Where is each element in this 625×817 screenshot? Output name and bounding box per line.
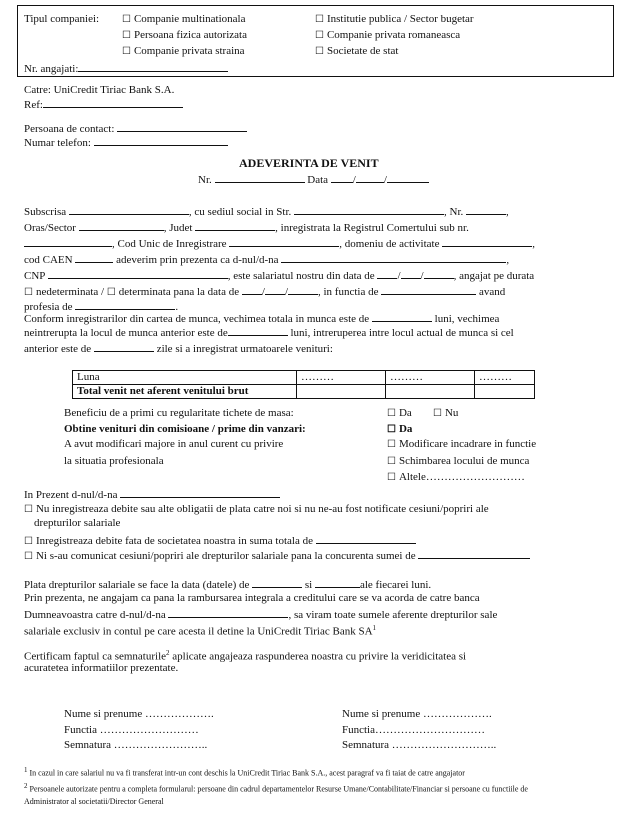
option-romanian-private[interactable]: ☐ Companie privata romaneasca [315, 29, 460, 42]
body-line-5: CNP , este salariatul nostru din data de / / , angajat pe durata [24, 270, 535, 282]
county-field[interactable] [195, 220, 275, 231]
signer-left-name[interactable]: Nume si prenume ………………. [64, 708, 214, 720]
company-type-label: Tipul companiei: [24, 13, 100, 25]
option-foreign-private[interactable]: ☐ Companie privata straina [122, 45, 245, 58]
street-number-field[interactable] [466, 204, 506, 215]
certify-line-1: Certificam faptul ca semnaturile$^2$ aplicate angajeaza raspunderea noastra cu privire la veridicitatea si [24, 649, 467, 663]
payment-line-1: Plata drepturilor salariale se face la data (datele) de si ale fiecarei luni. [24, 579, 432, 591]
date-year-field[interactable] [387, 172, 429, 183]
meal-tickets-question: Beneficiu de a primi cu regularitate tichete de masa: [64, 407, 294, 419]
signer-right-signature[interactable]: Semnatura ……………………….. [342, 739, 497, 751]
payday-2-field[interactable] [315, 577, 360, 588]
hire-day-field[interactable] [377, 268, 397, 279]
hire-year-field[interactable] [424, 268, 454, 279]
signer-left-function[interactable]: Functia ……………………… [64, 724, 199, 736]
body-line-1: Subscrisa , cu sediul social in Str. , Nr. , [24, 206, 509, 218]
meal-tickets-yes[interactable]: ☐ Da [387, 407, 412, 420]
major-changes-question-1: A avut modificari majore in anul curent cu privire [64, 438, 284, 450]
document-number-date: Nr. Data / / [198, 172, 429, 187]
trade-register-field[interactable] [24, 236, 112, 247]
income-cell-3[interactable] [475, 385, 535, 399]
street-field[interactable] [294, 204, 444, 215]
assignments-amount-field[interactable] [418, 548, 530, 559]
date-day-field[interactable] [331, 172, 353, 183]
commissions-question: Obtine venituri din comisioane / prime din vanzari: [64, 423, 306, 435]
debts-checkbox[interactable] [24, 535, 36, 547]
option-state-company[interactable]: ☐ Societate de stat [315, 45, 398, 58]
month-cell-1[interactable]: ……… [297, 371, 386, 385]
document-title: ADEVERINTA DE VENIT [239, 156, 379, 170]
date-month-field[interactable] [356, 172, 384, 183]
body-line-4: cod CAEN adeverim prin prezenta ca d-nul/d-na , [24, 254, 510, 266]
caen-field[interactable] [75, 252, 113, 263]
option-pfa[interactable]: ☐ Persoana fizica autorizata [122, 29, 247, 42]
body-line-6: ☐ nedeterminata / ☐ determinata pana la data de / / , in functia de avand [24, 284, 505, 299]
body-line-7: profesia de . [24, 301, 179, 313]
signer-left-signature[interactable]: Semnatura …………………….. [64, 739, 208, 751]
employee-name-field[interactable] [281, 252, 506, 263]
cnp-field[interactable] [48, 268, 228, 279]
option-multinational[interactable]: ☐ Companie multinationala [122, 13, 245, 26]
contact-person-row: Persoana de contact: [24, 121, 247, 136]
signer-right-function[interactable]: Functia………………………… [342, 724, 485, 736]
assignments-option-row: ☐ Ni s-au comunicat cesiuni/popriri ale drepturilor salariale pana la concurenta sumei de [24, 548, 530, 563]
beneficiary-field[interactable] [168, 607, 288, 618]
total-seniority-field[interactable] [372, 311, 432, 322]
present-name-field[interactable] [120, 487, 280, 498]
debts-amount-field[interactable] [316, 533, 416, 544]
hire-month-field[interactable] [401, 268, 421, 279]
city-field[interactable] [79, 220, 164, 231]
payment-line-2: Prin prezenta, ne angajam ca pana la rambursarea integrala a creditului care se va acorda de catre banca [24, 592, 480, 604]
employees-field[interactable] [78, 61, 228, 72]
present-row: In Prezent d-nul/d-na [24, 487, 280, 502]
end-month-field[interactable] [265, 284, 285, 295]
job-title-field[interactable] [381, 284, 476, 295]
income-cell-2[interactable] [386, 385, 475, 399]
signer-right-name[interactable]: Nume si prenume ………………. [342, 708, 492, 720]
footnote-2-cont: Administrator al societatii/Director General [24, 797, 164, 806]
meal-tickets-no[interactable]: ☐ Nu [433, 407, 458, 420]
interruption-days-field[interactable] [94, 341, 154, 352]
end-year-field[interactable] [288, 284, 318, 295]
option-workplace-change[interactable]: ☐ Schimbarea locului de munca [387, 455, 529, 468]
certify-line-2: acuratetea informatiilor prezentate. [24, 662, 179, 674]
footnote-2: $^2$ Persoanele autorizate pentru a completa formularul: persoane din cadrul departamentelor Resurse Umane/Contabilitate/Financiar si persoane cu functiile de [24, 782, 528, 794]
contact-person-field[interactable] [117, 121, 247, 132]
option-other[interactable]: ☐ Altele……………………… [387, 471, 525, 484]
total-income-label: Total venit net aferent venitului brut [73, 385, 297, 399]
month-cell-3[interactable]: ……… [475, 371, 535, 385]
company-name-field[interactable] [69, 204, 189, 215]
document-number-field[interactable] [215, 172, 305, 183]
fixed-term-checkbox[interactable] [107, 286, 119, 298]
assignments-checkbox[interactable] [24, 550, 36, 562]
major-changes-question-2: la situatia profesionala [64, 455, 164, 467]
employees-label: Nr. angajati: [24, 61, 228, 76]
ref-row: Ref: [24, 97, 183, 112]
body-line-3: , Cod Unic de Inregistrare , domeniu de activitate , [24, 236, 535, 251]
body-line-10: anterior este de zile si a inregistrat urmatoarele venituri: [24, 343, 333, 355]
end-day-field[interactable] [242, 284, 262, 295]
payment-line-4: salariale exclusiv in contul pe care acesta il detine la UniCredit Tiriac Bank $SA^1$ [24, 624, 377, 638]
debts-option-row: ☐ Inregistreaza debite fata de societatea noastra in suma totala de [24, 533, 416, 548]
option-job-change[interactable]: ☐ Modificare incadrare in functie [387, 438, 536, 451]
income-table [72, 370, 535, 399]
payday-1-field[interactable] [252, 577, 302, 588]
profession-field[interactable] [75, 299, 175, 310]
phone-row: Numar telefon: [24, 135, 228, 150]
no-debts-option-cont: drepturilor salariale [34, 517, 121, 529]
footnote-1: $^1$ In cazul in care salariul nu va fi transferat intr-un cont deschis la UniCredit Tiriac Bank S.A., acest paragraf va fi taiat de catre angajator [24, 766, 465, 778]
ref-field[interactable] [43, 97, 183, 108]
activity-field[interactable] [442, 236, 532, 247]
phone-field[interactable] [94, 135, 228, 146]
income-cell-1[interactable] [297, 385, 386, 399]
table-row [73, 371, 535, 385]
addressee: Catre: UniCredit Tiriac Bank S.A. [24, 84, 175, 96]
month-cell-2[interactable]: ……… [386, 371, 475, 385]
previous-seniority-field[interactable] [228, 325, 288, 336]
cui-field[interactable] [229, 236, 339, 247]
body-line-9: neintrerupta la locul de munca anterior este de luni, intreruperea intre locul actual de munca si cel [24, 327, 514, 339]
no-debts-option[interactable]: ☐ Nu inregistreaza debite sau alte obligatii de plata catre noi si nu ne-au fost notificate cesiuni/popriri ale [24, 503, 489, 516]
table-row [73, 385, 535, 399]
commissions-yes[interactable]: ☐ Da [387, 423, 412, 436]
payment-line-3: Dumneavoastra catre d-nul/d-na , sa viram toate sumele aferente drepturilor sale [24, 609, 498, 621]
indefinite-checkbox[interactable] [24, 286, 36, 298]
body-line-2: Oras/Sector , Judet , inregistrata la Registrul Comertului sub nr. [24, 222, 469, 234]
option-public-institution[interactable]: ☐ Institutie publica / Sector bugetar [315, 13, 474, 26]
body-line-8: Conform inregistrarilor din cartea de munca, vechimea totala in munca este de luni, vechimea [24, 313, 500, 325]
month-label: Luna [73, 371, 297, 385]
